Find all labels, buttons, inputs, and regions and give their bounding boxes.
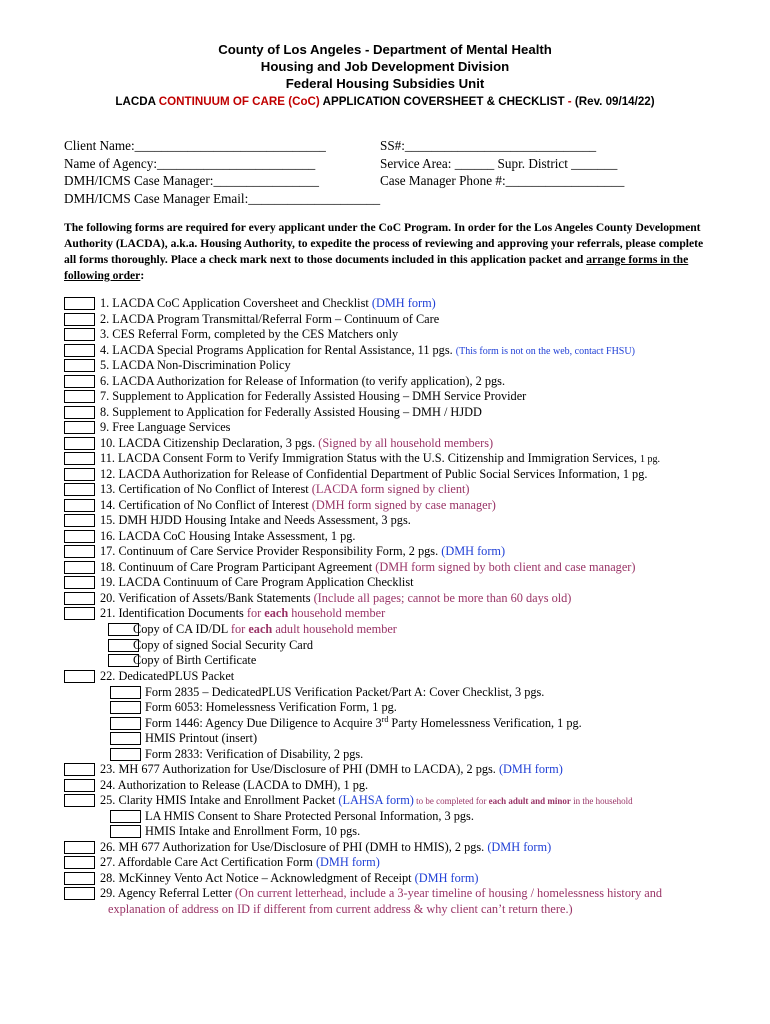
checkbox-7[interactable] — [64, 390, 95, 403]
checkbox-22-4[interactable] — [110, 732, 141, 745]
checklist-item-11 — [100, 451, 660, 468]
checkbox-22[interactable] — [64, 670, 95, 683]
item-21-suffix: household member — [288, 606, 386, 620]
item-27-note: (DMH form) — [315, 855, 380, 869]
checklist-item-22: 22. DedicatedPLUS Packet — [100, 669, 235, 683]
checklist-item-25-2: HMIS Intake and Enrollment Form, 10 pgs. — [145, 824, 361, 838]
item-21-1-suffix: adult household member — [272, 622, 397, 636]
document-subtitle — [0, 95, 770, 108]
item-28-label: 28. McKinney Vento Act Notice – Acknowledgment of Receipt — [100, 871, 415, 885]
header-line-3: Federal Housing Subsidies Unit — [285, 76, 485, 91]
checklist-item-23 — [100, 762, 563, 778]
checklist-item-16: 16. LACDA CoC Housing Intake Assessment, 1 pg. — [100, 529, 356, 543]
checklist-item-21-2: Copy of signed Social Security Card — [133, 638, 313, 652]
checklist-item-29-continued: explanation of address on ID if different from current address & why client can’t return there.) — [108, 902, 573, 916]
checklist-item-18 — [100, 560, 635, 576]
checkbox-4[interactable] — [64, 344, 95, 357]
checklist-item-9: 9. Free Language Services — [100, 420, 231, 434]
checklist-item-10 — [100, 436, 493, 452]
checkbox-25[interactable] — [64, 794, 95, 807]
item-26-label: 26. MH 677 Authorization for Use/Disclosure of PHI (DMH to HMIS), 2 pgs. — [100, 840, 488, 854]
checklist-item-28 — [100, 871, 479, 887]
checklist-item-8: 8. Supplement to Application for Federally Assisted Housing – DMH / HJDD — [100, 405, 482, 419]
checkbox-26[interactable] — [64, 841, 95, 854]
agency-field[interactable]: Name of Agency:________________________ — [64, 155, 316, 171]
checkbox-17[interactable] — [64, 545, 95, 558]
checklist-item-6: 6. LACDA Authorization for Release of Information (to verify application), 2 pgs. — [100, 374, 506, 388]
subtitle-main: APPLICATION COVERSHEET & CHECKLIST — [319, 95, 565, 108]
checkbox-3[interactable] — [64, 328, 95, 341]
service-area-field[interactable]: Service Area: ______ Supr. District _______ — [380, 155, 618, 171]
item-25-instruction: to be completed for — [413, 796, 489, 806]
checkbox-27[interactable] — [64, 856, 95, 869]
checklist-item-7: 7. Supplement to Application for Federally Assisted Housing – DMH Service Provider — [100, 389, 527, 403]
checkbox-22-1[interactable] — [110, 686, 141, 699]
checklist-item-5: 5. LACDA Non-Discrimination Policy — [100, 358, 291, 372]
checkbox-10[interactable] — [64, 437, 95, 450]
item-13-note: (LACDA form signed by client) — [311, 482, 470, 496]
case-manager-email-field[interactable]: DMH/ICMS Case Manager Email:____________________ — [64, 190, 381, 206]
item-14-label: 14. Certification of No Conflict of Interest — [100, 498, 312, 512]
item-29-label: 29. Agency Referral Letter — [100, 886, 235, 900]
item-25-label: 25. Clarity HMIS Intake and Enrollment Packet — [100, 793, 339, 807]
checkbox-24[interactable] — [64, 779, 95, 792]
intro-text: The following forms are required for every applicant under the CoC Program. In order for the Los Angeles County Development Authority (LACDA), a.k.a. Housing Authority, to expedite the process of reviewing and approving your referrals, please complete all forms thoroughly. Place a check mark next to those documents included in this application packet and — [64, 221, 704, 266]
instructions-paragraph — [64, 220, 714, 284]
item-11-pages: 1 pg. — [640, 454, 660, 465]
checkbox-6[interactable] — [64, 375, 95, 388]
item-4-note: (This form is not on the web, contact FHSU) — [455, 346, 635, 357]
checkbox-15[interactable] — [64, 514, 95, 527]
subtitle-dash: - — [564, 95, 575, 108]
item-23-label: 23. MH 677 Authorization for Use/Disclosure of PHI (DMH to LACDA), 2 pgs. — [100, 762, 499, 776]
checklist-item-22-3 — [145, 716, 582, 732]
item-25-note: (LAHSA form) — [338, 793, 414, 807]
checkbox-16[interactable] — [64, 530, 95, 543]
item-25-emphasis: each adult and minor — [488, 796, 571, 806]
header-line-2: Housing and Job Development Division — [260, 59, 510, 74]
item-1-note: (DMH form) — [371, 296, 436, 310]
intro-underlined: arrange forms in the following order — [64, 253, 689, 282]
item-1-label: 1. LACDA CoC Application Coversheet and Checklist — [100, 296, 372, 310]
checklist-item-17 — [100, 544, 505, 560]
checkbox-23[interactable] — [64, 763, 95, 776]
checklist-item-29 — [100, 886, 662, 902]
checkbox-12[interactable] — [64, 468, 95, 481]
client-fields-left — [64, 137, 380, 207]
client-name-field[interactable]: Client Name:_____________________________ — [64, 138, 326, 153]
checklist-item-25-1: LA HMIS Consent to Share Protected Personal Information, 3 pgs. — [145, 809, 474, 823]
checkbox-1[interactable] — [64, 297, 95, 310]
checklist-item-24: 24. Authorization to Release (LACDA to DMH), 1 pg. — [100, 778, 369, 792]
item-18-label: 18. Continuum of Care Program Participant Agreement — [100, 560, 376, 574]
item-20-label: 20. Verification of Assets/Bank Statements — [100, 591, 314, 605]
checklist-item-22-5: Form 2833: Verification of Disability, 2 pgs. — [145, 747, 364, 761]
checklist-item-22-2: Form 6053: Homelessness Verification Form, 1 pg. — [145, 700, 397, 714]
ssn-field[interactable]: SS#:_____________________________ — [380, 138, 597, 153]
cm-phone-field[interactable]: Case Manager Phone #:__________________ — [380, 173, 625, 188]
checklist-item-22-1: Form 2835 – DedicatedPLUS Verification Packet/Part A: Cover Checklist, 3 pgs. — [145, 685, 545, 699]
checklist-item-25 — [100, 793, 633, 810]
item-25-suffix: in the household — [570, 796, 633, 806]
item-17-label: 17. Continuum of Care Service Provider Responsibility Form, 2 pgs. — [100, 544, 442, 558]
checklist-item-2: 2. LACDA Program Transmittal/Referral Form – Continuum of Care — [100, 312, 440, 326]
checklist-item-27 — [100, 855, 380, 871]
checklist-item-20 — [100, 591, 571, 607]
item-14-note: (DMH form signed by case manager) — [311, 498, 496, 512]
item-27-label: 27. Affordable Care Act Certification Form — [100, 855, 316, 869]
item-21-label: 21. Identification Documents — [100, 606, 247, 620]
checklist-item-15: 15. DMH HJDD Housing Intake and Needs Assessment, 3 pgs. — [100, 513, 411, 527]
item-21-each: each — [264, 606, 289, 620]
checkbox-25-1[interactable] — [110, 810, 141, 823]
item-11-label: 11. LACDA Consent Form to Verify Immigration Status with the U.S. Citizenship and Immigration Services, — [100, 451, 640, 465]
checkbox-5[interactable] — [64, 359, 95, 372]
item-10-note: (Signed by all household members) — [318, 436, 494, 450]
item-13-label: 13. Certification of No Conflict of Interest — [100, 482, 312, 496]
item-18-note: (DMH form signed by both client and case manager) — [375, 560, 636, 574]
header-line-1: County of Los Angeles - Department of Mental Health — [218, 42, 552, 57]
checklist-item-3: 3. CES Referral Form, completed by the CES Matchers only — [100, 327, 399, 341]
checklist-item-22-4: HMIS Printout (insert) — [145, 731, 258, 745]
item-28-note: (DMH form) — [414, 871, 479, 885]
subtitle-rev: (Rev. 09/14/22) — [574, 95, 655, 108]
checklist-item-19: 19. LACDA Continuum of Care Program Application Checklist — [100, 575, 414, 589]
intro-colon: : — [140, 269, 145, 282]
checkbox-8[interactable] — [64, 406, 95, 419]
item-22-3-superscript: rd — [381, 714, 389, 724]
item-21-for: for — [246, 606, 265, 620]
item-21-1-each: each — [248, 622, 273, 636]
checkbox-22-3[interactable] — [110, 717, 141, 730]
checkbox-29[interactable] — [64, 887, 95, 900]
item-10-label: 10. LACDA Citizenship Declaration, 3 pgs. — [100, 436, 319, 450]
checkbox-11[interactable] — [64, 452, 95, 465]
document-header — [0, 41, 770, 92]
item-26-note: (DMH form) — [487, 840, 552, 854]
item-21-1-for: for — [230, 622, 249, 636]
item-4-label: 4. LACDA Special Programs Application for Rental Assistance, 11 pgs. — [100, 343, 456, 357]
checkbox-13[interactable] — [64, 483, 95, 496]
checklist-item-14 — [100, 498, 496, 514]
item-17-note: (DMH form) — [441, 544, 506, 558]
checklist-item-13 — [100, 482, 470, 498]
checkbox-20[interactable] — [64, 592, 95, 605]
item-20-note: (Include all pages; cannot be more than 60 days old) — [313, 591, 572, 605]
checkbox-14[interactable] — [64, 499, 95, 512]
checkbox-19[interactable] — [64, 576, 95, 589]
checklist-item-21 — [100, 606, 385, 622]
item-21-1-label: Copy of CA ID/DL — [133, 622, 231, 636]
checklist-item-1 — [100, 296, 436, 312]
item-22-3-label: Form 1446: Agency Due Diligence to Acquire 3 — [145, 716, 382, 730]
client-fields-right — [380, 137, 624, 190]
checkbox-21[interactable] — [64, 607, 95, 620]
checklist-item-26 — [100, 840, 551, 856]
subtitle-highlight: CONTINUUM OF CARE (CoC) — [158, 95, 320, 108]
item-23-note: (DMH form) — [498, 762, 563, 776]
case-manager-field[interactable]: DMH/ICMS Case Manager:________________ — [64, 173, 319, 188]
checklist-item-21-1 — [133, 622, 397, 638]
item-29-note: (On current letterhead, include a 3-year timeline of housing / homelessness history and — [234, 886, 663, 900]
checklist-item-12: 12. LACDA Authorization for Release of Confidential Department of Public Social Services Information, 1 pg. — [100, 467, 648, 481]
checkbox-2[interactable] — [64, 313, 95, 326]
checkbox-28[interactable] — [64, 872, 95, 885]
checkbox-22-5[interactable] — [110, 748, 141, 761]
item-22-3-suffix: Party Homelessness Verification, 1 pg. — [388, 716, 582, 730]
checkbox-25-2[interactable] — [110, 825, 141, 838]
checkbox-18[interactable] — [64, 561, 95, 574]
checkbox-9[interactable] — [64, 421, 95, 434]
checkbox-22-2[interactable] — [110, 701, 141, 714]
checklist-item-21-3: Copy of Birth Certificate — [133, 653, 257, 667]
subtitle-prefix: LACDA — [115, 95, 159, 108]
